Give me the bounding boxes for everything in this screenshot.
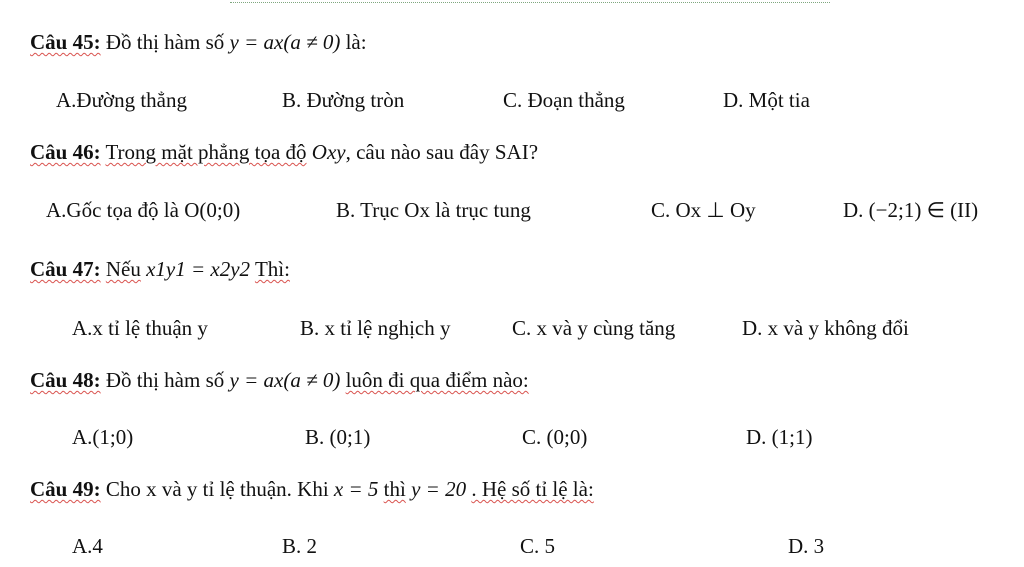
question-formula: y = ax(a ≠ 0): [229, 368, 341, 392]
question-formula: x = 5: [333, 477, 379, 501]
option-c: C. Đoạn thẳng: [503, 88, 625, 112]
option-a: A.(1;0): [72, 425, 134, 449]
question-text: Đồ thị hàm số: [105, 30, 225, 54]
question-formula: x1y1 = x2y2: [146, 257, 251, 281]
question-formula: y = ax(a ≠ 0): [229, 30, 341, 54]
option-b: B. (0;1): [305, 425, 371, 449]
option-b: B. Đường tròn: [282, 88, 405, 112]
top-divider: [230, 2, 830, 3]
option-d: D. x và y không đổi: [742, 316, 909, 340]
option-c: C. Ox ⊥ Oy: [651, 198, 756, 222]
question-text: Nếu: [105, 257, 141, 281]
option-d: D. (−2;1) ∈ (II): [843, 198, 979, 222]
option-d: D. 3: [788, 534, 825, 558]
question-46: [30, 140, 538, 165]
question-48: [30, 368, 529, 393]
question-text: Cho x và y tỉ lệ thuận. Khi: [105, 477, 329, 501]
question-formula: Oxy: [311, 140, 346, 164]
question-text-end: . Hệ số tỉ lệ là:: [471, 477, 594, 501]
question-formula-2: y = 20: [411, 477, 467, 501]
option-c: C. (0;0): [522, 425, 588, 449]
question-47: [30, 257, 290, 282]
question-text: Trong mặt phẳng tọa độ: [105, 140, 307, 164]
question-45: [30, 30, 367, 55]
question-text-end: Thì:: [254, 257, 290, 281]
option-a: A.4: [72, 534, 103, 558]
question-number: Câu 48:: [30, 368, 101, 392]
option-a: A.Đường thẳng: [56, 88, 187, 112]
question-number: Câu 46:: [30, 140, 101, 164]
question-text-mid: thì: [383, 477, 406, 501]
question-number: Câu 45:: [30, 30, 101, 54]
option-d: D. Một tia: [723, 88, 810, 112]
question-text-end: là:: [345, 30, 367, 54]
question-number: Câu 49:: [30, 477, 101, 501]
option-d: D. (1;1): [746, 425, 813, 449]
question-text-end: luôn đi qua điểm nào:: [345, 368, 529, 392]
option-c: C. 5: [520, 534, 556, 558]
question-number: Câu 47:: [30, 257, 101, 281]
option-a: A.Gốc tọa độ là O(0;0): [46, 198, 241, 222]
option-a: A.x tỉ lệ thuận y: [72, 316, 208, 340]
option-b: B. 2: [282, 534, 318, 558]
option-c: C. x và y cùng tăng: [512, 316, 676, 340]
question-text-end: , câu nào sau đây SAI?: [345, 140, 539, 164]
option-b: B. Trục Ox là trục tung: [336, 198, 531, 222]
question-49: [30, 477, 594, 502]
option-b: B. x tỉ lệ nghịch y: [300, 316, 451, 340]
question-text: Đồ thị hàm số: [105, 368, 225, 392]
